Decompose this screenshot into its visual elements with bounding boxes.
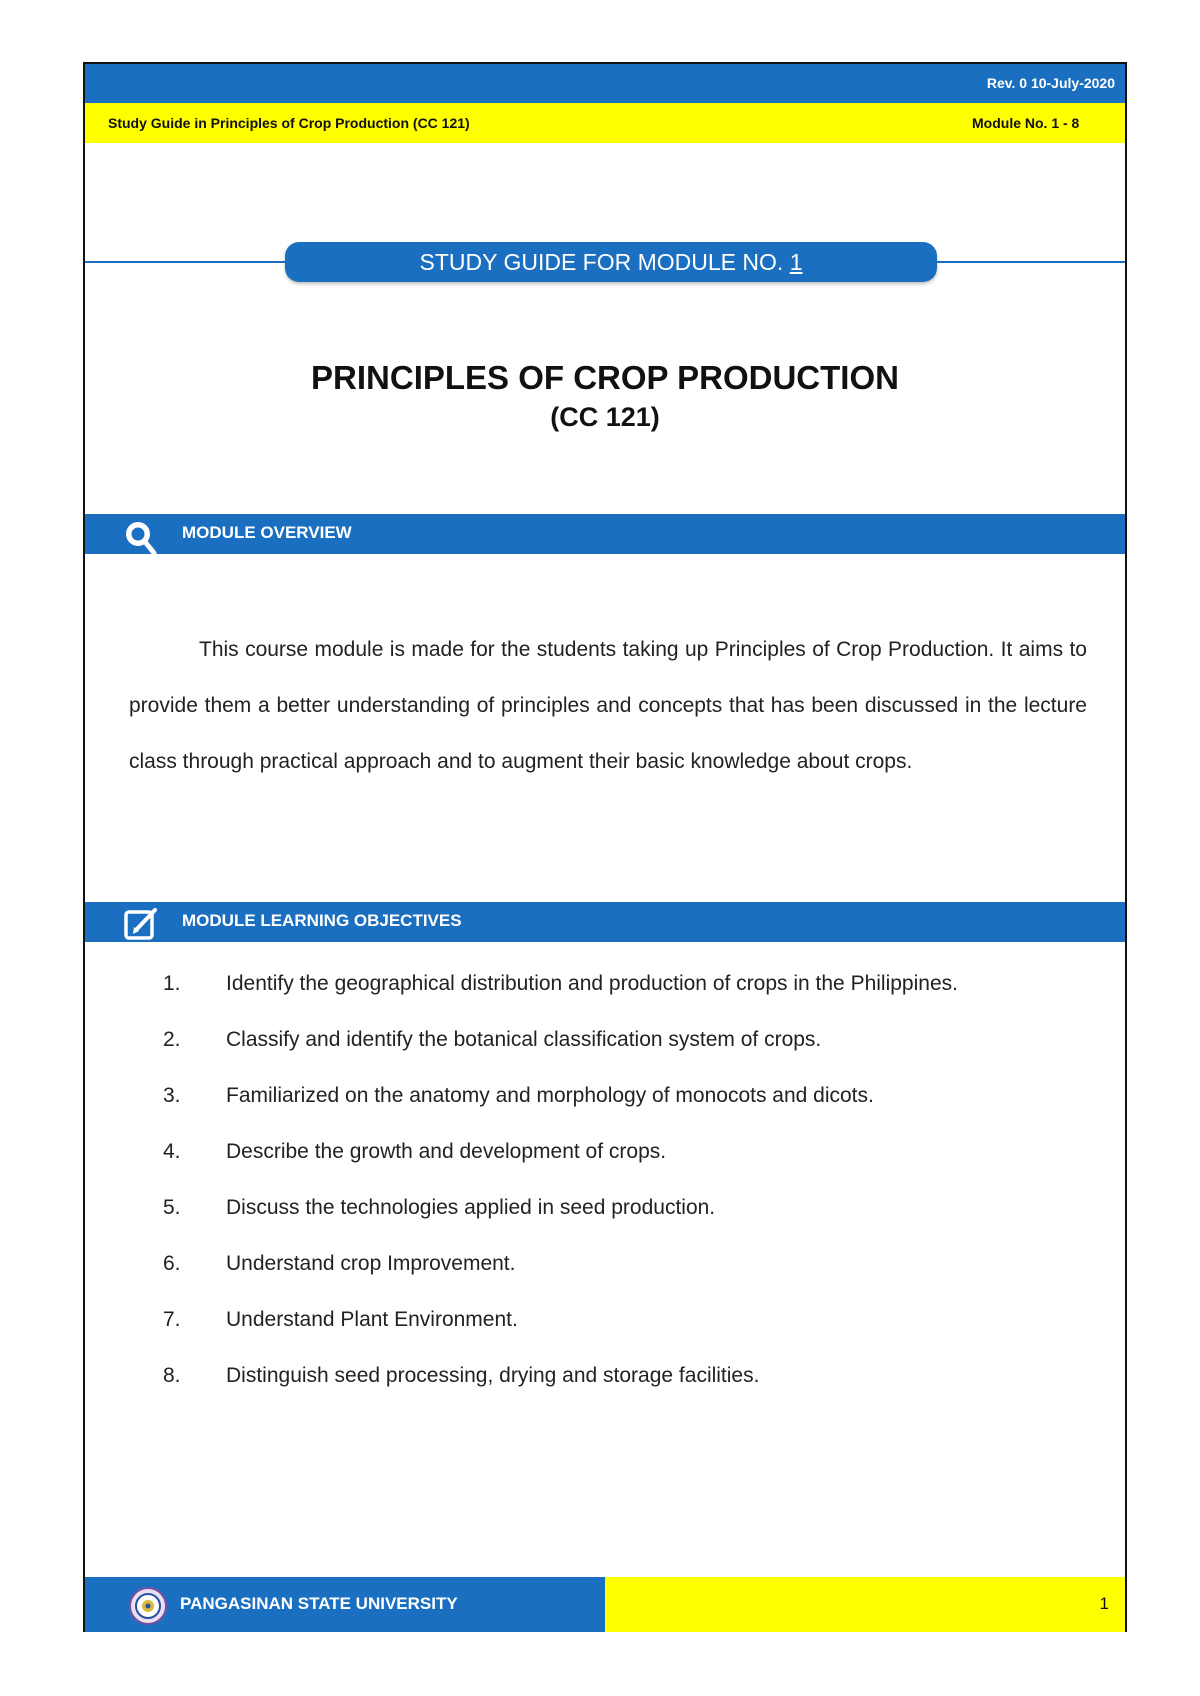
objective-text: Understand crop Improvement. bbox=[226, 1252, 516, 1275]
objective-text: Classify and identify the botanical classification system of crops. bbox=[226, 1028, 822, 1051]
page-number: 1 bbox=[1099, 1594, 1109, 1613]
module-banner bbox=[285, 242, 937, 282]
objective-text: Familiarized on the anatomy and morphology of monocots and dicots. bbox=[226, 1084, 874, 1107]
revision-text: Rev. 0 10-July-2020 bbox=[986, 75, 1115, 91]
objective-number: 2. bbox=[163, 1028, 181, 1051]
edit-pencil-icon bbox=[121, 904, 161, 944]
module-range: Module No. 1 - 8 bbox=[972, 115, 1080, 131]
objective-text: Describe the growth and development of crops. bbox=[226, 1140, 667, 1163]
objectives-heading: MODULE LEARNING OBJECTIVES bbox=[182, 911, 462, 930]
footer-page-bar bbox=[605, 1577, 1125, 1632]
list-item bbox=[85, 1356, 1125, 1412]
objective-number: 4. bbox=[163, 1140, 181, 1163]
objective-text: Distinguish seed processing, drying and storage facilities. bbox=[226, 1364, 760, 1387]
course-code: (CC 121) bbox=[550, 402, 660, 432]
objectives-section-bar bbox=[85, 902, 1125, 942]
overview-heading: MODULE OVERVIEW bbox=[182, 523, 352, 542]
objectives-list bbox=[85, 964, 1125, 1412]
objective-number: 5. bbox=[163, 1196, 181, 1219]
objective-text: Identify the geographical distribution and production of crops in the Philippines. bbox=[226, 972, 958, 995]
university-seal-icon bbox=[129, 1587, 167, 1625]
university-name: PANGASINAN STATE UNIVERSITY bbox=[180, 1594, 458, 1613]
banner-number: 1 bbox=[789, 249, 803, 275]
objective-number: 3. bbox=[163, 1084, 181, 1107]
objective-text: Understand Plant Environment. bbox=[226, 1308, 518, 1331]
overview-section-bar bbox=[85, 514, 1125, 554]
course-title: PRINCIPLES OF CROP PRODUCTION bbox=[311, 359, 899, 396]
list-item bbox=[85, 1020, 1125, 1076]
list-item bbox=[85, 1076, 1125, 1132]
revision-bar bbox=[85, 64, 1125, 103]
objective-text: Discuss the technologies applied in seed production. bbox=[226, 1196, 716, 1219]
objective-number: 8. bbox=[163, 1364, 181, 1387]
objective-number: 7. bbox=[163, 1308, 181, 1331]
study-guide-page bbox=[83, 62, 1127, 1632]
banner-text: STUDY GUIDE FOR MODULE NO. bbox=[419, 249, 784, 275]
overview-paragraph bbox=[129, 622, 1087, 790]
magnifier-icon bbox=[121, 516, 161, 556]
list-item bbox=[85, 1188, 1125, 1244]
overview-paragraph-text: This course module is made for the students taking up Principles of Crop Production. It aims to provide them a better understanding of principles and concepts that has been discussed in the lecture class through practical approach and to augment their basic knowledge about crops. bbox=[129, 638, 1087, 773]
guide-title: Study Guide in Principles of Crop Production (CC 121) bbox=[108, 115, 470, 131]
list-item bbox=[85, 1244, 1125, 1300]
list-item bbox=[85, 1300, 1125, 1356]
guide-title-bar bbox=[85, 103, 1125, 143]
list-item bbox=[85, 964, 1125, 1020]
objective-number: 1. bbox=[163, 972, 181, 995]
footer-university-bar bbox=[85, 1577, 605, 1632]
objective-number: 6. bbox=[163, 1252, 181, 1275]
list-item bbox=[85, 1132, 1125, 1188]
